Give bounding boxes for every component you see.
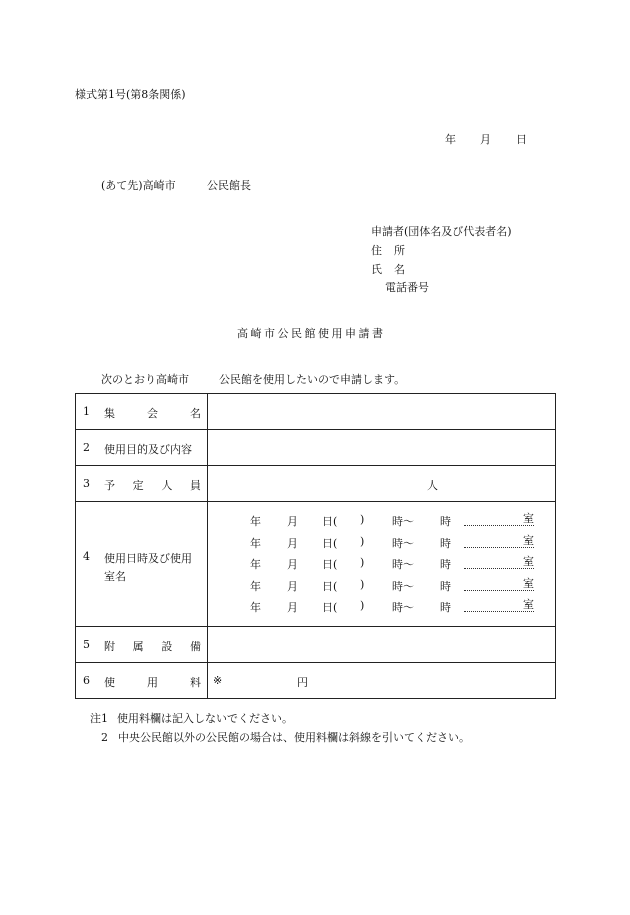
room-suffix-label: 室 bbox=[523, 576, 534, 590]
row-number: 2 bbox=[83, 441, 90, 454]
intro-text-part1: 次のとおり高崎市 bbox=[101, 373, 189, 386]
row-number: 4 bbox=[83, 550, 90, 563]
datetime-year-label: 年 bbox=[250, 515, 261, 528]
application-table bbox=[75, 393, 556, 699]
datetime-line bbox=[208, 531, 555, 553]
datetime-close-label: ) bbox=[360, 577, 365, 591]
datetime-day-label: 日( bbox=[322, 601, 338, 614]
label-char: 設 bbox=[161, 640, 173, 653]
row-number: 1 bbox=[83, 405, 90, 418]
row-label-datetime-room bbox=[76, 502, 208, 627]
room-name-blank[interactable] bbox=[464, 512, 534, 526]
datetime-from-label: 時〜 bbox=[392, 536, 414, 550]
datetime-close-label: ) bbox=[360, 599, 365, 612]
table-row bbox=[76, 663, 556, 699]
applicant-name-label bbox=[371, 261, 405, 277]
datetime-to-label: 時 bbox=[440, 536, 451, 550]
datetime-day-label: 日( bbox=[322, 515, 338, 528]
room-suffix-label: 室 bbox=[523, 533, 534, 547]
datetime-close-label: ) bbox=[360, 513, 365, 526]
form-number: 様式第1号(第8条関係) bbox=[75, 88, 186, 101]
datetime-from-label: 時〜 bbox=[392, 558, 414, 571]
fee-field[interactable] bbox=[208, 663, 556, 699]
document-title: 高崎市公民館使用申請書 bbox=[237, 327, 386, 340]
datetime-day-label: 日( bbox=[322, 558, 338, 571]
assembly-name-field[interactable] bbox=[208, 394, 556, 430]
datetime-year-label: 年 bbox=[250, 536, 261, 550]
equipment-field[interactable] bbox=[208, 627, 556, 663]
row-number: 6 bbox=[83, 674, 90, 687]
row-label-assembly-name bbox=[76, 394, 208, 430]
label-char: 料 bbox=[190, 676, 201, 689]
note-label: 2 bbox=[101, 731, 108, 744]
row-number: 3 bbox=[83, 477, 90, 490]
table-row bbox=[76, 430, 556, 466]
datetime-year-label: 年 bbox=[250, 601, 261, 614]
datetime-close-label: ) bbox=[360, 556, 365, 569]
applicant-name-char-2: 名 bbox=[394, 263, 405, 276]
datetime-line bbox=[208, 552, 555, 574]
attendees-field[interactable] bbox=[208, 466, 556, 502]
label-char: 員 bbox=[189, 479, 201, 492]
room-name-blank[interactable] bbox=[464, 577, 534, 591]
datetime-to-label: 時 bbox=[440, 515, 451, 528]
fee-unit: 円 bbox=[297, 676, 308, 689]
table-row bbox=[76, 502, 556, 627]
datetime-year-label: 年 bbox=[250, 579, 261, 593]
row-number: 5 bbox=[83, 638, 90, 651]
table-row bbox=[76, 627, 556, 663]
label-char: 用 bbox=[147, 676, 158, 689]
datetime-day-label: 日( bbox=[322, 579, 338, 593]
room-name-blank[interactable] bbox=[464, 555, 534, 569]
table-row bbox=[76, 394, 556, 430]
purpose-field[interactable] bbox=[208, 430, 556, 466]
note-text: 使用料欄は記入しないでください。 bbox=[117, 712, 293, 725]
datetime-to-label: 時 bbox=[440, 579, 451, 593]
datetime-month-label: 月 bbox=[287, 536, 298, 550]
note-2 bbox=[101, 729, 470, 745]
room-name-blank[interactable] bbox=[464, 534, 534, 548]
datetime-month-label: 月 bbox=[287, 515, 298, 528]
label-char: 人 bbox=[161, 479, 173, 492]
room-name-blank[interactable] bbox=[464, 598, 534, 612]
row-label-fee bbox=[76, 663, 208, 699]
applicant-phone-label: 電話番号 bbox=[385, 281, 429, 294]
applicant-address-char-1: 住 bbox=[371, 244, 382, 257]
datetime-from-label: 時〜 bbox=[392, 601, 414, 614]
intro-text-part2: 公民館を使用したいので申請します。 bbox=[219, 373, 406, 386]
datetime-day-label: 日( bbox=[322, 536, 338, 550]
datetime-from-label: 時〜 bbox=[392, 515, 414, 528]
applicant-address-label bbox=[371, 242, 405, 258]
applicant-name-char-1: 氏 bbox=[371, 263, 382, 276]
note-1 bbox=[90, 710, 293, 726]
row-label-expected-attendees bbox=[76, 466, 208, 502]
datetime-close-label: ) bbox=[360, 534, 365, 548]
datetime-line bbox=[208, 574, 555, 596]
label-char: 名 bbox=[190, 407, 201, 420]
datetime-line bbox=[208, 595, 555, 617]
room-suffix-label: 室 bbox=[523, 598, 534, 611]
date-year-label: 年 bbox=[445, 133, 456, 146]
label-char: 使 bbox=[104, 676, 115, 689]
row-label-purpose bbox=[76, 430, 208, 466]
datetime-year-label: 年 bbox=[250, 558, 261, 571]
date-month-label: 月 bbox=[480, 133, 491, 146]
addressee-suffix: 公民館長 bbox=[207, 179, 251, 192]
applicant-heading: 申請者(団体名及び代表者名) bbox=[371, 225, 512, 238]
datetime-list bbox=[208, 502, 555, 617]
datetime-month-label: 月 bbox=[287, 579, 298, 593]
row-label-equipment bbox=[76, 627, 208, 663]
note-text: 中央公民館以外の公民館の場合は、使用料欄は斜線を引いてください。 bbox=[118, 731, 470, 744]
label-text-line1: 使用日時及び使用 bbox=[104, 552, 192, 565]
label-char: 集 bbox=[104, 407, 115, 420]
label-text: 使用目的及び内容 bbox=[104, 443, 192, 456]
table-row bbox=[76, 466, 556, 502]
datetime-month-label: 月 bbox=[287, 601, 298, 614]
attendees-unit: 人 bbox=[427, 479, 438, 492]
label-text-line2: 室名 bbox=[104, 570, 126, 583]
label-char: 備 bbox=[189, 640, 201, 653]
label-char: 会 bbox=[147, 407, 158, 420]
datetime-to-label: 時 bbox=[440, 558, 451, 571]
date-day-label: 日 bbox=[516, 133, 527, 146]
datetime-to-label: 時 bbox=[440, 601, 451, 614]
note-label: 注1 bbox=[90, 712, 108, 725]
addressee-prefix: (あて先)高崎市 bbox=[101, 179, 176, 192]
room-suffix-label: 室 bbox=[523, 512, 534, 525]
datetime-from-label: 時〜 bbox=[392, 579, 414, 593]
label-char: 定 bbox=[132, 479, 144, 492]
applicant-address-char-2: 所 bbox=[394, 244, 405, 257]
datetime-line bbox=[208, 509, 555, 531]
room-suffix-label: 室 bbox=[523, 555, 534, 568]
datetime-month-label: 月 bbox=[287, 558, 298, 571]
label-char: 属 bbox=[132, 640, 144, 653]
label-char: 附 bbox=[104, 640, 115, 653]
datetime-field[interactable] bbox=[208, 502, 556, 627]
label-char: 予 bbox=[104, 479, 115, 492]
fee-mark: ※ bbox=[213, 674, 223, 687]
